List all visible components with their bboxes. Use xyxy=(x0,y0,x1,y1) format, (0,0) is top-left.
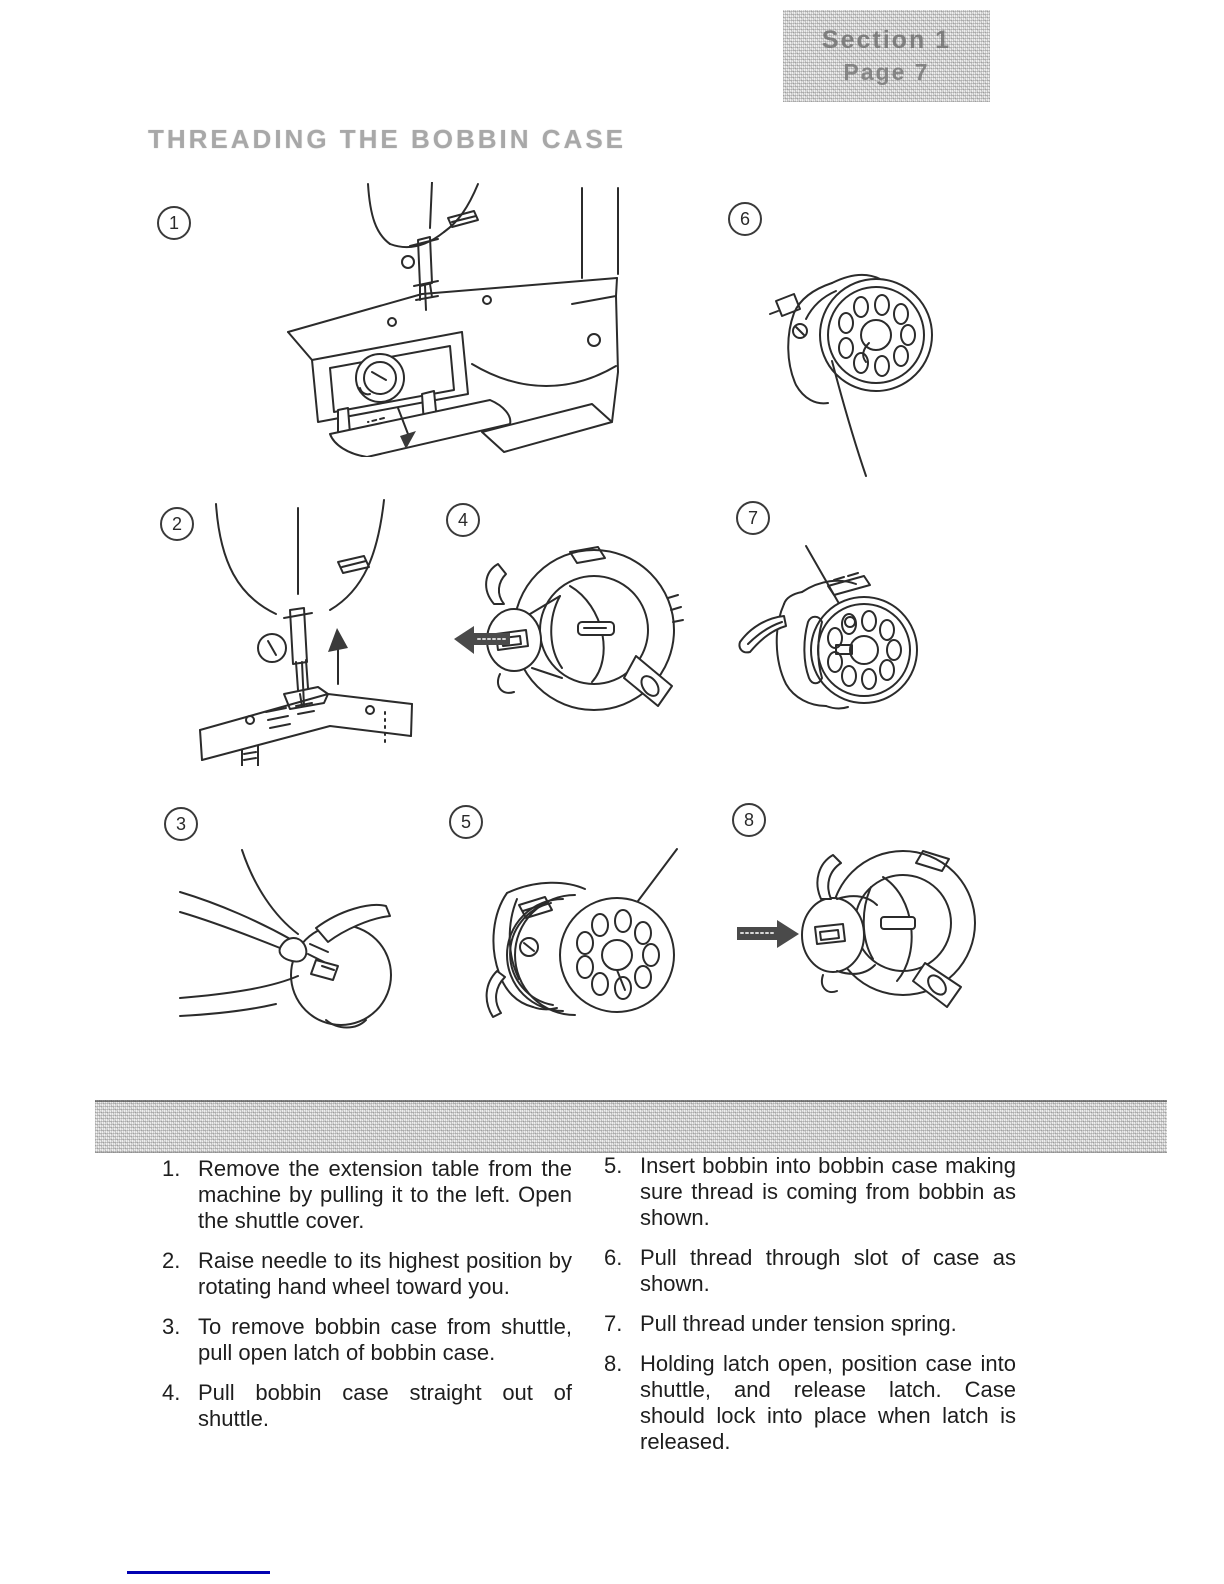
step-number: 1. xyxy=(162,1156,181,1181)
step-text: Raise needle to its highest position by rotating hand wheel toward you. xyxy=(198,1248,572,1299)
figure-4-label: 4 xyxy=(446,503,480,537)
fingers-open-latch-drawing xyxy=(178,848,403,1043)
figure-5-label: 5 xyxy=(449,805,483,839)
thread-through-slot-drawing xyxy=(768,243,943,478)
figure-1-label: 1 xyxy=(157,206,191,240)
section-label: Section 1 xyxy=(821,26,952,54)
step-text: Insert bobbin into bobbin case making sure thread is coming from bobbin as shown. xyxy=(640,1153,1016,1230)
step-number: 4. xyxy=(162,1380,181,1405)
instruction-step-3 xyxy=(162,1314,572,1366)
step-text: Pull bobbin case straight out of shuttle. xyxy=(198,1380,572,1431)
step-text: Pull thread under tension spring. xyxy=(640,1311,957,1336)
page-title: THREADING THE BOBBIN CASE xyxy=(148,124,627,154)
pull-case-from-shuttle-drawing xyxy=(452,538,687,723)
figure-7-label: 7 xyxy=(736,501,770,535)
figure-8-label: 8 xyxy=(732,803,766,837)
instruction-step-2 xyxy=(162,1248,572,1300)
step-number: 2. xyxy=(162,1248,181,1273)
needle-bar-raise-drawing xyxy=(180,498,420,766)
figure-2-illustration xyxy=(180,498,420,766)
sewing-machine-open-cover-drawing xyxy=(272,182,622,457)
thread-under-tension-spring-drawing xyxy=(736,498,941,728)
instructions-left-column xyxy=(162,1156,572,1446)
step-number: 3. xyxy=(162,1314,181,1339)
step-text: Holding latch open, position case into shuttle, and release latch. Case should lock into place when latch is released. xyxy=(640,1351,1016,1454)
figure-3-label: 3 xyxy=(164,807,198,841)
step-number: 5. xyxy=(604,1153,623,1178)
instruction-step-1 xyxy=(162,1156,572,1234)
figure-5-illustration xyxy=(475,843,680,1028)
figure-7-illustration xyxy=(736,498,941,728)
insert-bobbin-drawing xyxy=(475,843,680,1028)
step-text: Pull thread through slot of case as shown. xyxy=(640,1245,1016,1296)
step-number: 8. xyxy=(604,1351,623,1376)
figure-2-label: 2 xyxy=(160,507,194,541)
instruction-step-7 xyxy=(604,1311,1016,1337)
instruction-step-6 xyxy=(604,1245,1016,1297)
step-number: 6. xyxy=(604,1245,623,1270)
page-label: Page 7 xyxy=(843,59,930,85)
section-page-box xyxy=(783,10,990,102)
figure-8-illustration xyxy=(733,835,978,1015)
step-text: To remove bobbin case from shuttle, pull open latch of bobbin case. xyxy=(198,1314,572,1365)
instruction-step-5 xyxy=(604,1153,1016,1231)
step-number: 7. xyxy=(604,1311,623,1336)
figure-1-illustration xyxy=(272,182,622,457)
instructions-right-column xyxy=(604,1153,1016,1469)
divider-band xyxy=(95,1100,1167,1153)
step-text: Remove the extension table from the machine by pulling it to the left. Open the shuttle cover. xyxy=(198,1156,572,1233)
figure-6-illustration xyxy=(768,243,943,478)
instruction-step-4 xyxy=(162,1380,572,1432)
footer-blue-rule xyxy=(127,1571,270,1574)
insert-case-into-shuttle-drawing xyxy=(733,835,978,1015)
figure-4-illustration xyxy=(452,538,687,723)
figure-6-label: 6 xyxy=(728,202,762,236)
figure-3-illustration xyxy=(178,848,403,1043)
instruction-step-8 xyxy=(604,1351,1016,1455)
